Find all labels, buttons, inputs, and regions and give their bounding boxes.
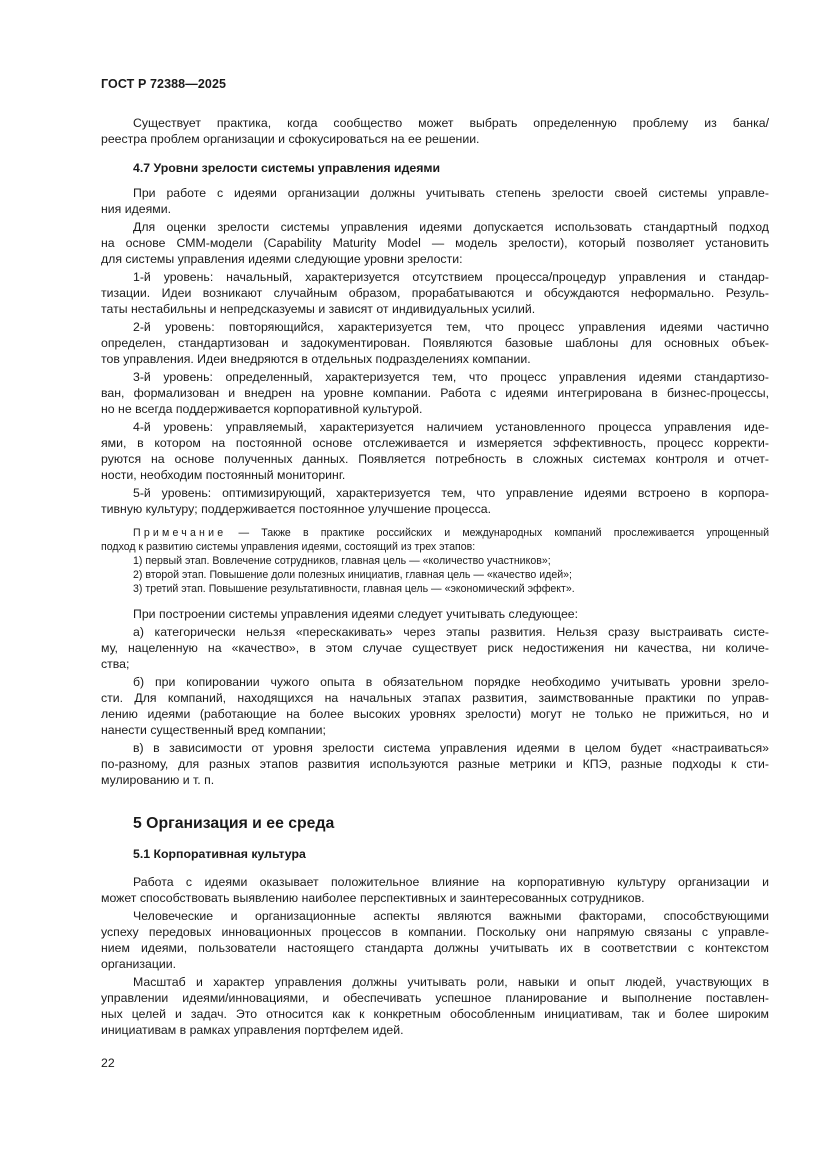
text-line: может способствовать выявлению наиболее перспективных и заинтересованных сотрудников.: [101, 891, 645, 905]
paragraph-level-3: [101, 369, 769, 417]
paragraph-maturity-intro: [101, 185, 769, 217]
paragraph-item-a: [101, 624, 769, 672]
note-line: 3) третий этап. Повышение результативности, главная цель — «экономический эффект».: [133, 583, 575, 595]
text-line: тивную культуру; поддерживается постоянное улучшение процесса.: [101, 502, 491, 516]
section-heading-5: 5 Организация и ее среда: [133, 815, 335, 832]
text-line: 5-й уровень: оптимизирующий, характеризуется тем, что управление идеями встроено в корпора-: [133, 486, 769, 500]
text-line: ями, в котором на постоянной основе отслеживается и измеряется эффективность, процесс корректи-: [101, 436, 769, 450]
note-first-line: [101, 526, 769, 540]
text-line: 3-й уровень: определенный, характеризуется тем, что процесс управления идеями стандартизо-: [133, 370, 769, 384]
text-line: 2-й уровень: повторяющийся, характеризуется тем, что процесс управления идеями частично: [133, 320, 769, 334]
note-label: Примечание: [133, 527, 227, 539]
paragraph-cmm-model: [101, 219, 769, 267]
text-line: для системы управления идеями следующие уровни зрелости:: [101, 252, 463, 266]
note-line: 1) первый этап. Вовлечение сотрудников, главная цель — «количество участников»;: [133, 555, 551, 567]
text-line: При работе с идеями организации должны учитывать степень зрелости своей системы управле-: [133, 186, 769, 200]
text-line: 1-й уровень: начальный, характеризуется отсутствием процесса/процедур управления и стандар-: [133, 270, 769, 284]
text-line: управлении идеями/инновациями, и обеспечивать успешное планирование и выполнение поставлен-: [101, 991, 769, 1005]
paragraph-culture-influence: [101, 874, 769, 906]
page-number: 22: [101, 1056, 115, 1070]
text-line: нием идеями, пользователи настоящего стандарта должны учитывать их в соответствии с контекстом: [101, 941, 769, 955]
text-line: лению идеями (работающие на более высоких уровнях зрелости) могут не только не прижиться, но и: [101, 707, 769, 721]
paragraph-level-2: [101, 319, 769, 367]
paragraph-scale-nature: [101, 974, 769, 1038]
paragraph-problem-bank: [101, 115, 769, 147]
paragraph-level-1: [101, 269, 769, 317]
text-line: мулированию и т. п.: [101, 773, 215, 787]
note-first-text: — Также в практике российских и международных компаний прослеживается упрощенный: [226, 527, 769, 539]
text-line: ван, формализован и внедрен на уровне компании. Работа с идеями интегрирована в бизнес-процессы,: [101, 386, 769, 400]
text-line: определен, стандартизован и задокументирован. Появляются базовые шаблоны для основных объек-: [101, 336, 769, 350]
section-heading-4-7: 4.7 Уровни зрелости системы управления идеями: [133, 161, 441, 175]
paragraph-item-b: [101, 674, 769, 738]
text-line: ния идеями.: [101, 202, 172, 216]
text-line: 4-й уровень: управляемый, характеризуется наличием установленного процесса управления иде-: [133, 420, 769, 434]
page-content: [101, 115, 769, 1038]
text-line: При построении системы управления идеями следует учитывать следующее:: [133, 607, 579, 621]
standard-header: ГОСТ Р 72388—2025: [101, 77, 227, 91]
text-line: ных целей и задач. Это относится как к конкретным обособленным инициативам, так и более широким: [101, 1007, 769, 1021]
paragraph-item-c: [101, 740, 769, 788]
text-line: по-разному, для разных этапов развития используются разные метрики и КПЭ, разные подходы к сти-: [101, 757, 769, 771]
text-line: нанести существенный вред компании;: [101, 723, 326, 737]
note-line: подход к развитию системы управления идеями, состоящий из трех этапов:: [101, 541, 476, 553]
text-line: сти. Для компаний, находящихся на начальных этапах развития, заимствованные практики по управ-: [101, 691, 769, 705]
text-line: инициативам в рамках управления портфелем идей.: [101, 1023, 404, 1037]
text-line: ства;: [101, 657, 130, 671]
text-line: Человеческие и организационные аспекты являются важными факторами, способствующими: [133, 909, 769, 923]
text-line: му, нацеленную на «качество», в этом случае существует риск недостижения ни качества, ни количе-: [101, 641, 769, 655]
paragraph-level-5: [101, 485, 769, 517]
text-line: ности, необходим постоянный мониторинг.: [101, 468, 346, 482]
text-line: в) в зависимости от уровня зрелости система управления идеями в целом будет «настраиваться»: [133, 741, 769, 755]
text-line: таты нестабильны и непредсказуемы и зависят от индивидуальных усилий.: [101, 302, 536, 316]
text-line: Существует практика, когда сообщество может выбрать определенную проблему из банка/: [133, 116, 769, 130]
text-line: организации.: [101, 957, 177, 971]
note-block: [101, 526, 769, 596]
text-line: тов управления. Идеи внедряются в отдельных подразделениях компании.: [101, 352, 531, 366]
text-line: б) при копировании чужого опыта в обязательном порядке необходимо учитывать уровни зрело-: [133, 675, 769, 689]
text-line: тизации. Идеи возникают случайным образом, прорабатываются и обсуждаются неформально. Резуль-: [101, 286, 769, 300]
paragraph-consider: [101, 606, 769, 622]
text-line: реестра проблем организации и сфокусироваться на ее решении.: [101, 132, 480, 146]
paragraph-human-aspects: [101, 908, 769, 972]
text-line: успеху передовых инновационных процессов в компании. Поскольку они напрямую связаны с управле-: [101, 925, 769, 939]
text-line: но не всегда поддерживается корпоративной культурой.: [101, 402, 423, 416]
text-line: Для оценки зрелости системы управления идеями допускается использовать стандартный подход: [133, 220, 769, 234]
note-line: 2) второй этап. Повышение доли полезных инициатив, главная цель — «качество идей»;: [133, 569, 572, 581]
text-line: Работа с идеями оказывает положительное влияние на корпоративную культуру организации и: [133, 875, 769, 889]
text-line: Масштаб и характер управления должны учитывать роли, навыки и опыт людей, участвующих в: [133, 975, 769, 989]
text-line: руются на основе полученных данных. Появляется потребность в сложных системах контроля и отчет-: [101, 452, 769, 466]
text-line: а) категорически нельзя «перескакивать» через этапы развития. Нельзя сразу выстраивать систе-: [133, 625, 769, 639]
section-heading-5-1: 5.1 Корпоративная культура: [133, 847, 306, 861]
text-line: на основе СММ-модели (Capability Maturity Model — модель зрелости), который позволяет установить: [101, 236, 769, 250]
paragraph-level-4: [101, 419, 769, 483]
